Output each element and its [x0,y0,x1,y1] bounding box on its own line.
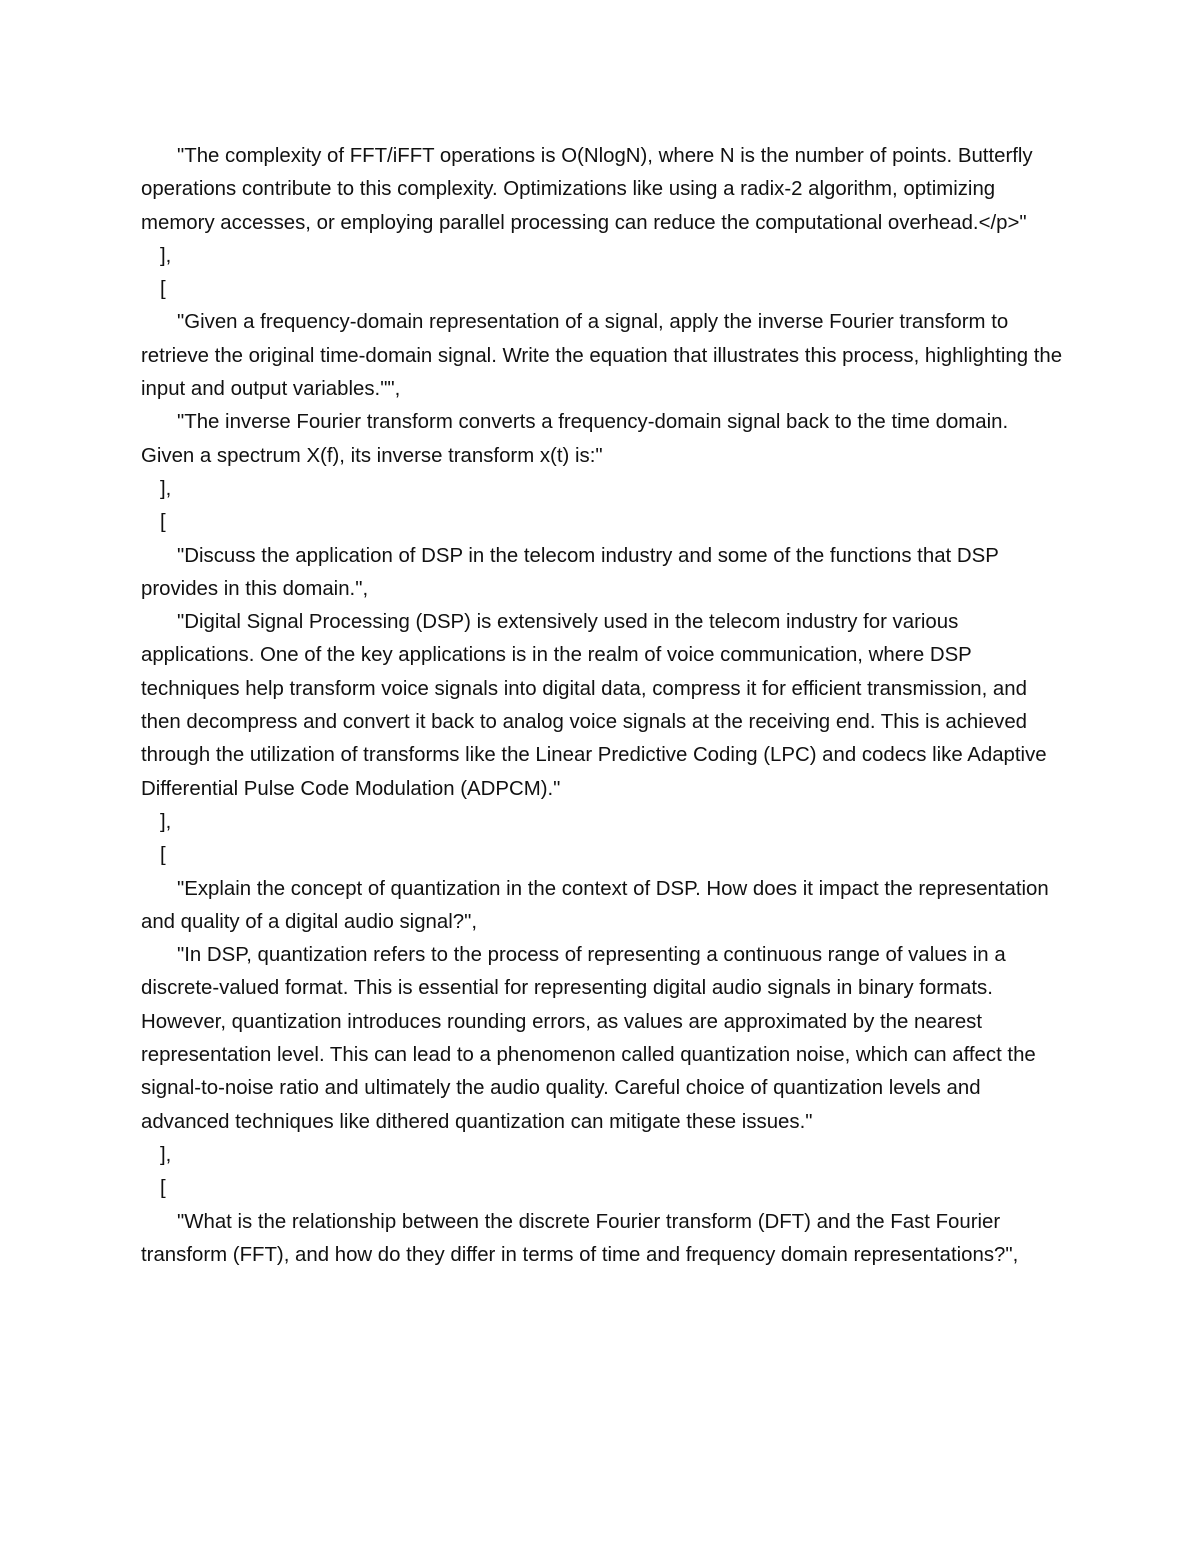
paragraph-dft-fft-question: "What is the relationship between the discrete Fourier transform (DFT) and the Fast Fourier transform (FFT), and how do they differ in terms of time and frequency domain representations?", [141,1210,1019,1266]
closing-bracket: ], [160,244,172,267]
paragraph-inverse-fourier-question: "Given a frequency-domain representation of a signal, apply the inverse Fourier transform to retrieve the original time-domain signal. Write the equation that illustrates this process, highlighting the input and output variables."", [141,311,1063,401]
opening-bracket: [ [160,278,166,301]
paragraph-quantization-question: "Explain the concept of quantization in the context of DSP. How does it impact the representation and quality of a digital audio signal?", [141,877,1049,933]
document-body [141,140,1066,1272]
paragraph-inverse-fourier-answer: "The inverse Fourier transform converts a frequency-domain signal back to the time domain. Given a spectrum X(f), its inverse transform x(t) is:" [141,411,1009,467]
paragraph-dsp-telecom-answer: "Digital Signal Processing (DSP) is extensively used in the telecom industry for various applications. One of the key applications is in the realm of voice communication, where DSP techniques help transform voice signals into digital data, compress it for efficient transmission, and then decompress and convert it back to analog voice signals at the receiving end. This is achieved through the utilization of transforms like the Linear Predictive Coding (LPC) and codecs like Adaptive Differential Pulse Code Modulation (ADPCM)." [141,611,1047,800]
paragraph-fft-complexity-answer: "The complexity of FFT/iFFT operations is O(NlogN), where N is the number of points. Butterfly operations contribute to this complexity. Optimizations like using a radix-2 algorithm, optimizing memory accesses, or employing parallel processing can reduce the computational overhead.</p>" [141,145,1033,234]
opening-bracket: [ [160,1177,166,1200]
paragraph-dsp-telecom-question: "Discuss the application of DSP in the telecom industry and some of the functions that DSP provides in this domain.", [141,544,999,600]
closing-bracket: ], [160,810,172,833]
closing-bracket: ], [160,477,172,500]
closing-bracket: ], [160,1143,172,1166]
paragraph-quantization-answer: "In DSP, quantization refers to the process of representing a continuous range of values in a discrete-valued format. This is essential for representing digital audio signals in binary formats. However, quantization introduces rounding errors, as values are approximated by the nearest representation level. This can lead to a phenomenon called quantization noise, which can affect the signal-to-noise ratio and ultimately the audio quality. Careful choice of quantization levels and advanced techniques like dithered quantization can mitigate these issues." [141,944,1036,1133]
opening-bracket: [ [160,844,166,867]
opening-bracket: [ [160,511,166,534]
